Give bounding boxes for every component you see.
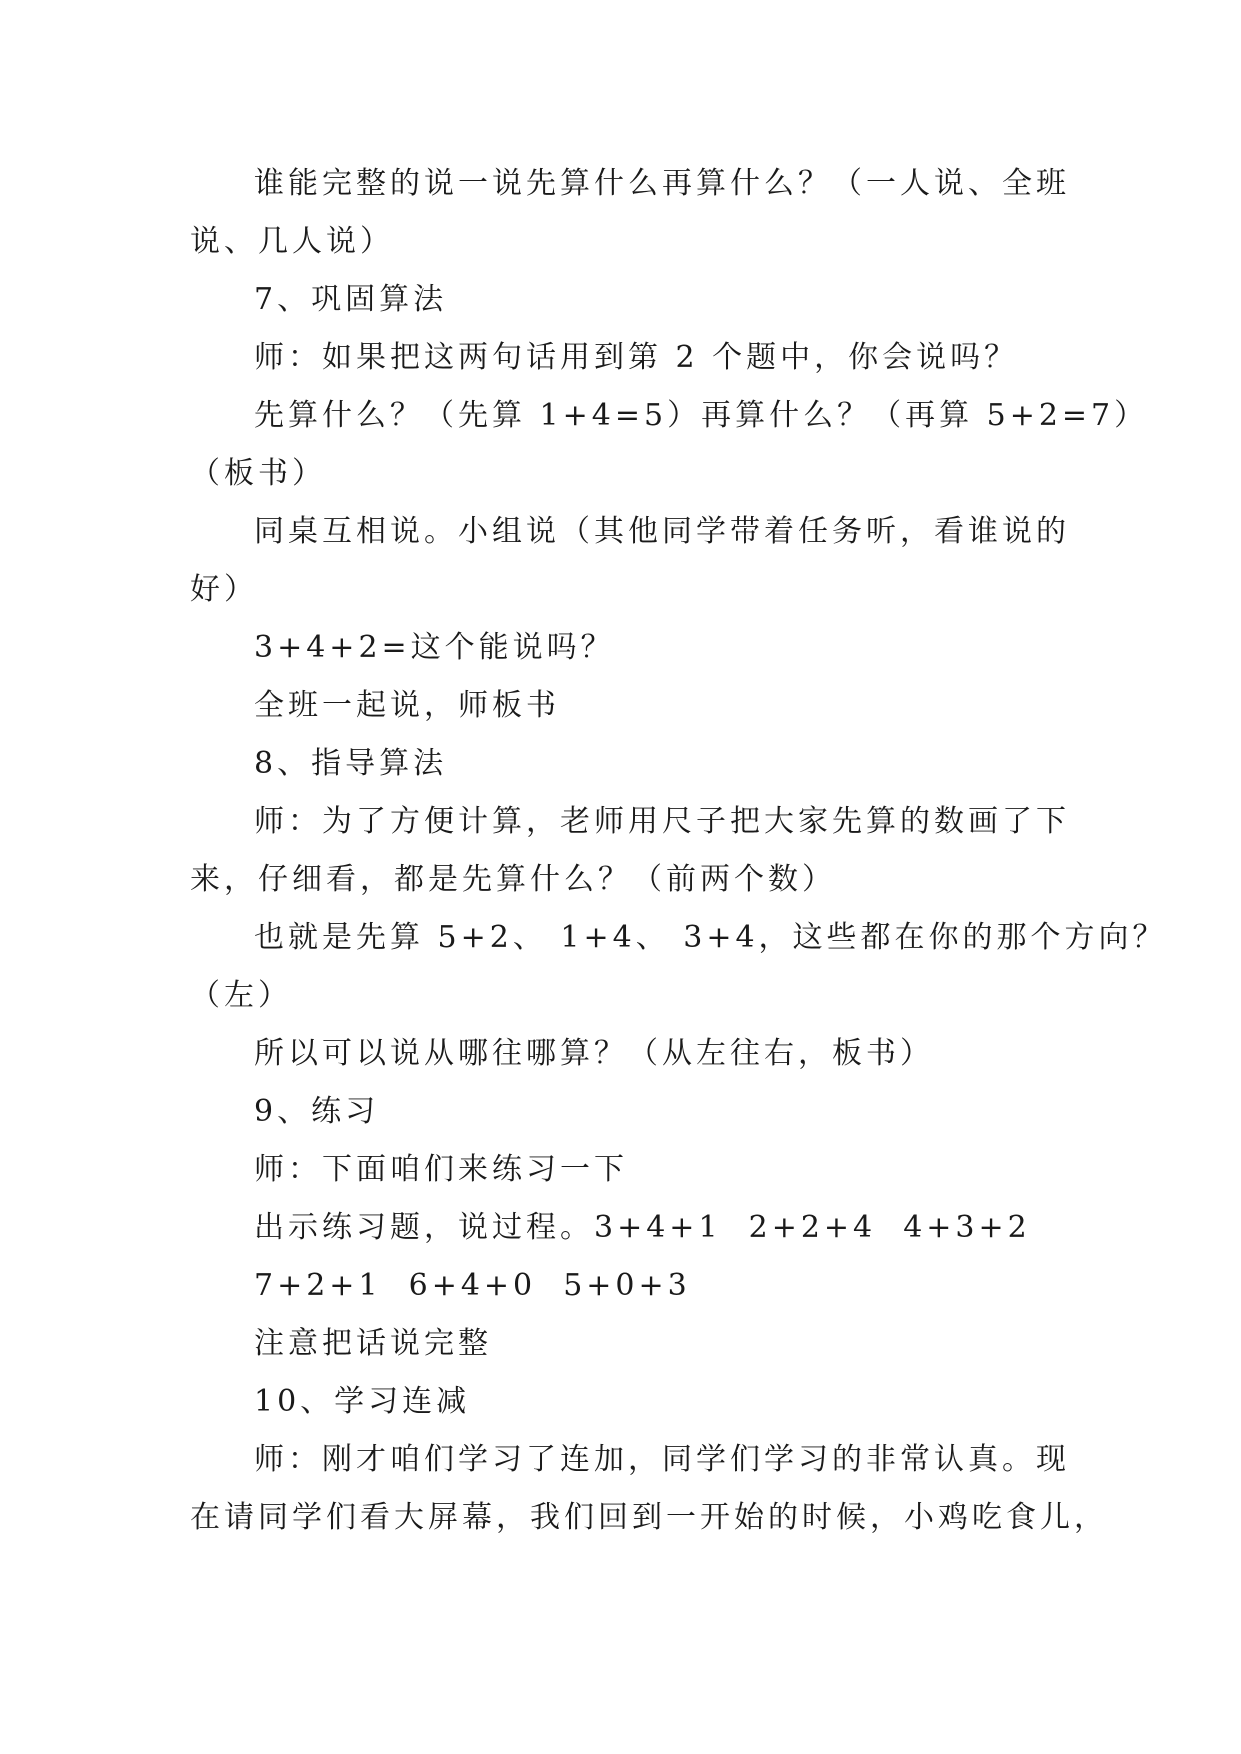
paragraph-line: 3+4+2=这个能说吗？: [254, 630, 615, 665]
paragraph-line: 出示练习题，说过程。3+4+1 2+2+4 4+3+2: [254, 1210, 1031, 1245]
paragraph-line: 全班一起说，师板书: [254, 688, 560, 723]
paragraph-line: 谁能完整的说一说先算什么再算什么？（一人说、全班: [254, 166, 1070, 201]
paragraph-line: 来，仔细看，都是先算什么？（前两个数）: [190, 862, 836, 897]
section-heading: 8、指导算法: [254, 746, 448, 781]
paragraph-line: （左）: [190, 978, 292, 1013]
paragraph-line: 也就是先算 5+2、 1+4、 3+4，这些都在你的那个方向？: [254, 920, 1167, 955]
paragraph-line: 同桌互相说。小组说（其他同学带着任务听，看谁说的: [254, 514, 1070, 549]
paragraph-line: 注意把话说完整: [254, 1326, 492, 1361]
paragraph-line: 所以可以说从哪往哪算？（从左往右，板书）: [254, 1036, 934, 1071]
paragraph-line: 说、几人说）: [190, 224, 394, 259]
paragraph-line: 7+2+1 6+4+0 5+0+3: [254, 1268, 691, 1303]
paragraph-line: （板书）: [190, 456, 326, 491]
section-heading: 10、学习连减: [254, 1384, 471, 1419]
paragraph-line: 在请同学们看大屏幕，我们回到一开始的时候，小鸡吃食儿，: [190, 1500, 1108, 1535]
paragraph-line: 好）: [190, 572, 258, 607]
section-heading: 9、练习: [254, 1094, 380, 1129]
paragraph-line: 师：为了方便计算，老师用尺子把大家先算的数画了下: [254, 804, 1070, 839]
section-heading: 7、巩固算法: [254, 282, 448, 317]
paragraph-line: 师：刚才咱们学习了连加，同学们学习的非常认真。现: [254, 1442, 1070, 1477]
paragraph-line: 师：如果把这两句话用到第 2 个题中，你会说吗？: [254, 340, 1019, 375]
paragraph-line: 先算什么？（先算 1+4=5）再算什么？（再算 5+2=7）: [254, 398, 1149, 433]
paragraph-line: 师：下面咱们来练习一下: [254, 1152, 628, 1187]
